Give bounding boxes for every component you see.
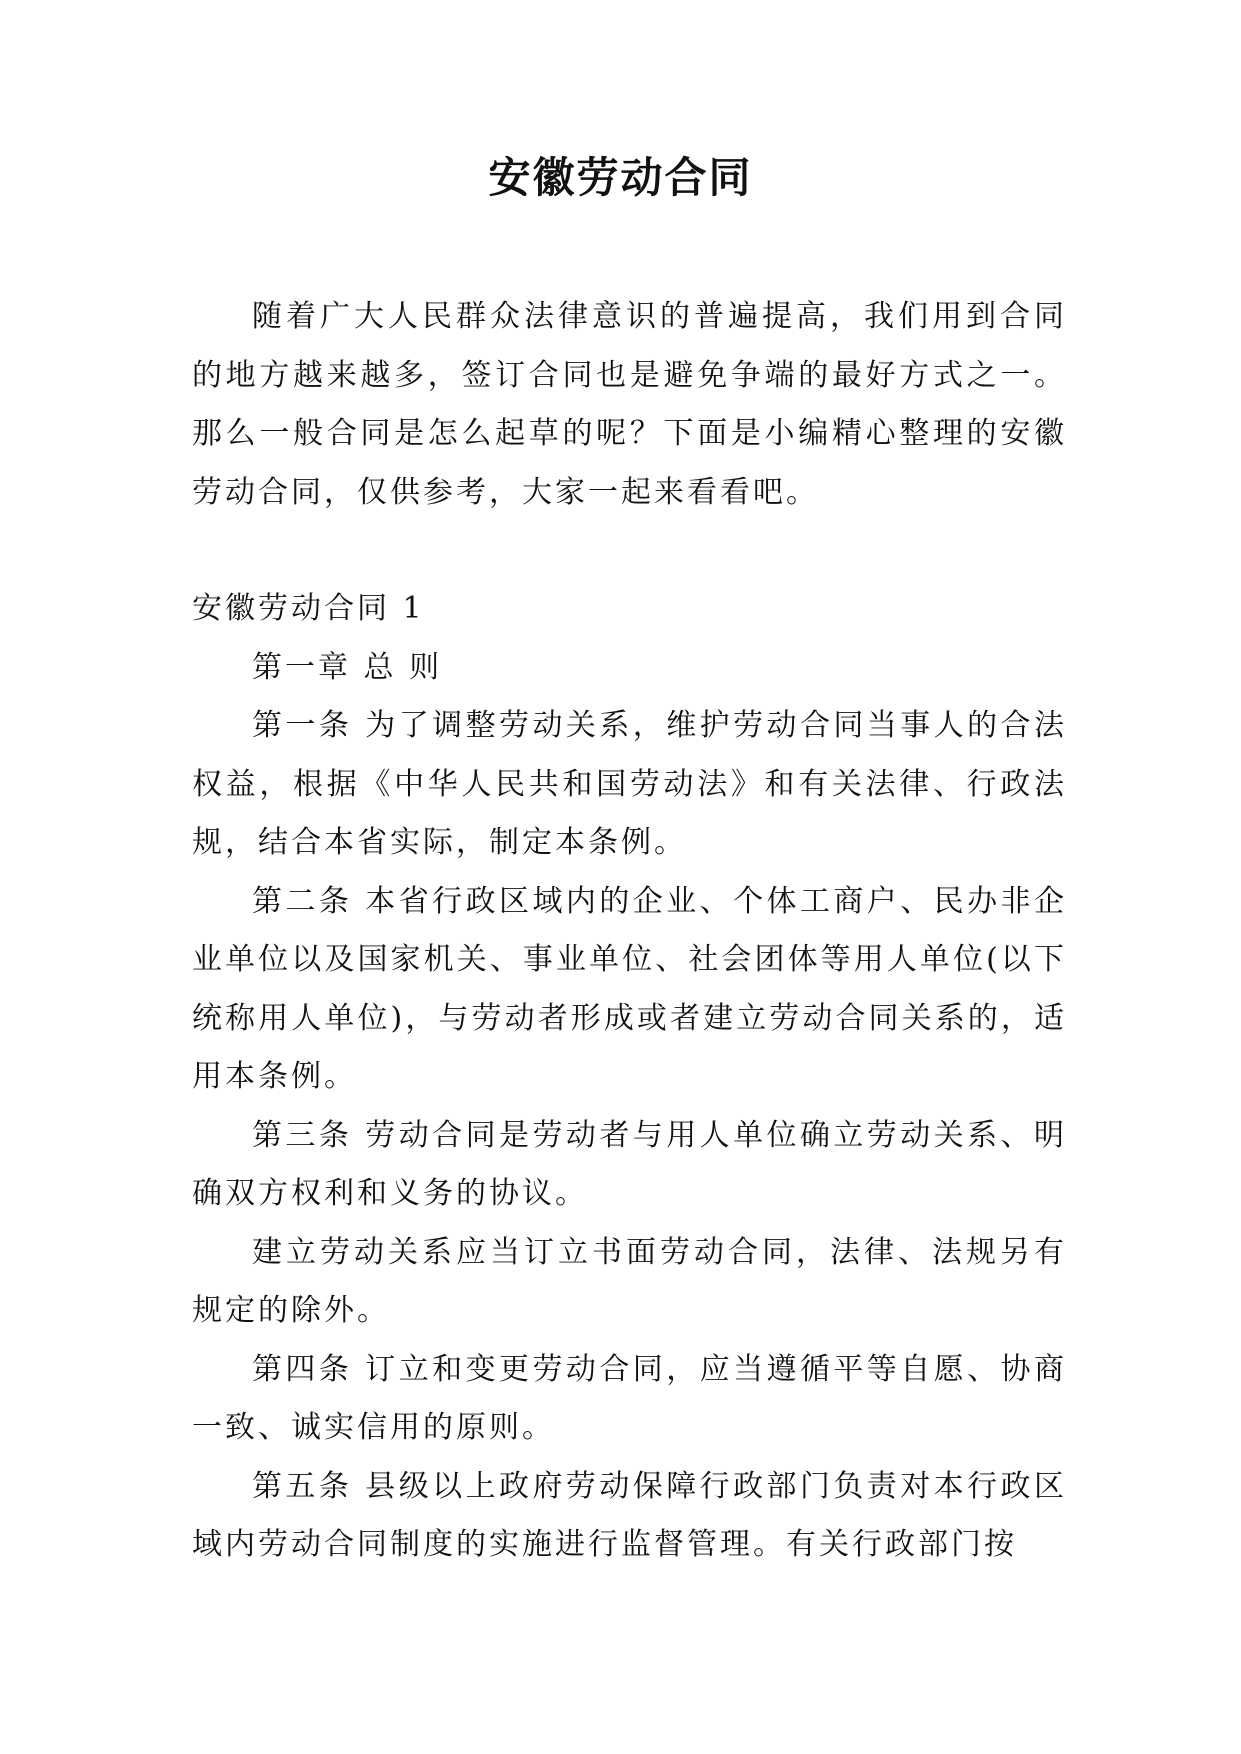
article-3-paragraph: 第三条 劳动合同是劳动者与用人单位确立劳动关系、明确双方权利和义务的协议。 [192,1117,1067,1211]
intro-paragraph: 随着广大人民群众法律意识的普遍提高，我们用到合同的地方越来越多，签订合同也是避免争端的最好方式之一。那么一般合同是怎么起草的呢？下面是小编精心整理的安徽劳动合同，仅供参考，大家一起来看看吧。 [192,299,1067,510]
section-heading: 安徽劳动合同 1 [192,591,425,626]
chapter-heading: 第一章 总 则 [252,649,443,685]
spacer [192,522,1067,580]
article-1-paragraph: 第一条 为了调整劳动关系，维护劳动合同当事人的合法权益，根据《中华人民共和国劳动法》和有关法律、行政法规，结合本省实际，制定本条例。 [192,708,1067,860]
document-body [192,288,1067,1575]
article-3-continuation-paragraph: 建立劳动关系应当订立书面劳动合同，法律、法规另有规定的除外。 [192,1234,1067,1328]
document-title: 安徽劳动合同 [488,153,753,202]
article-4-paragraph: 第四条 订立和变更劳动合同，应当遵循平等自愿、协商一致、诚实信用的原则。 [192,1351,1067,1445]
article-2-paragraph: 第二条 本省行政区域内的企业、个体工商户、民办非企业单位以及国家机关、事业单位、社会团体等用人单位(以下统称用人单位)，与劳动者形成或者建立劳动合同关系的，适用本条例。 [192,883,1067,1094]
article-5-paragraph: 第五条 县级以上政府劳动保障行政部门负责对本行政区域内劳动合同制度的实施进行监督管理。有关行政部门按 [192,1468,1067,1562]
